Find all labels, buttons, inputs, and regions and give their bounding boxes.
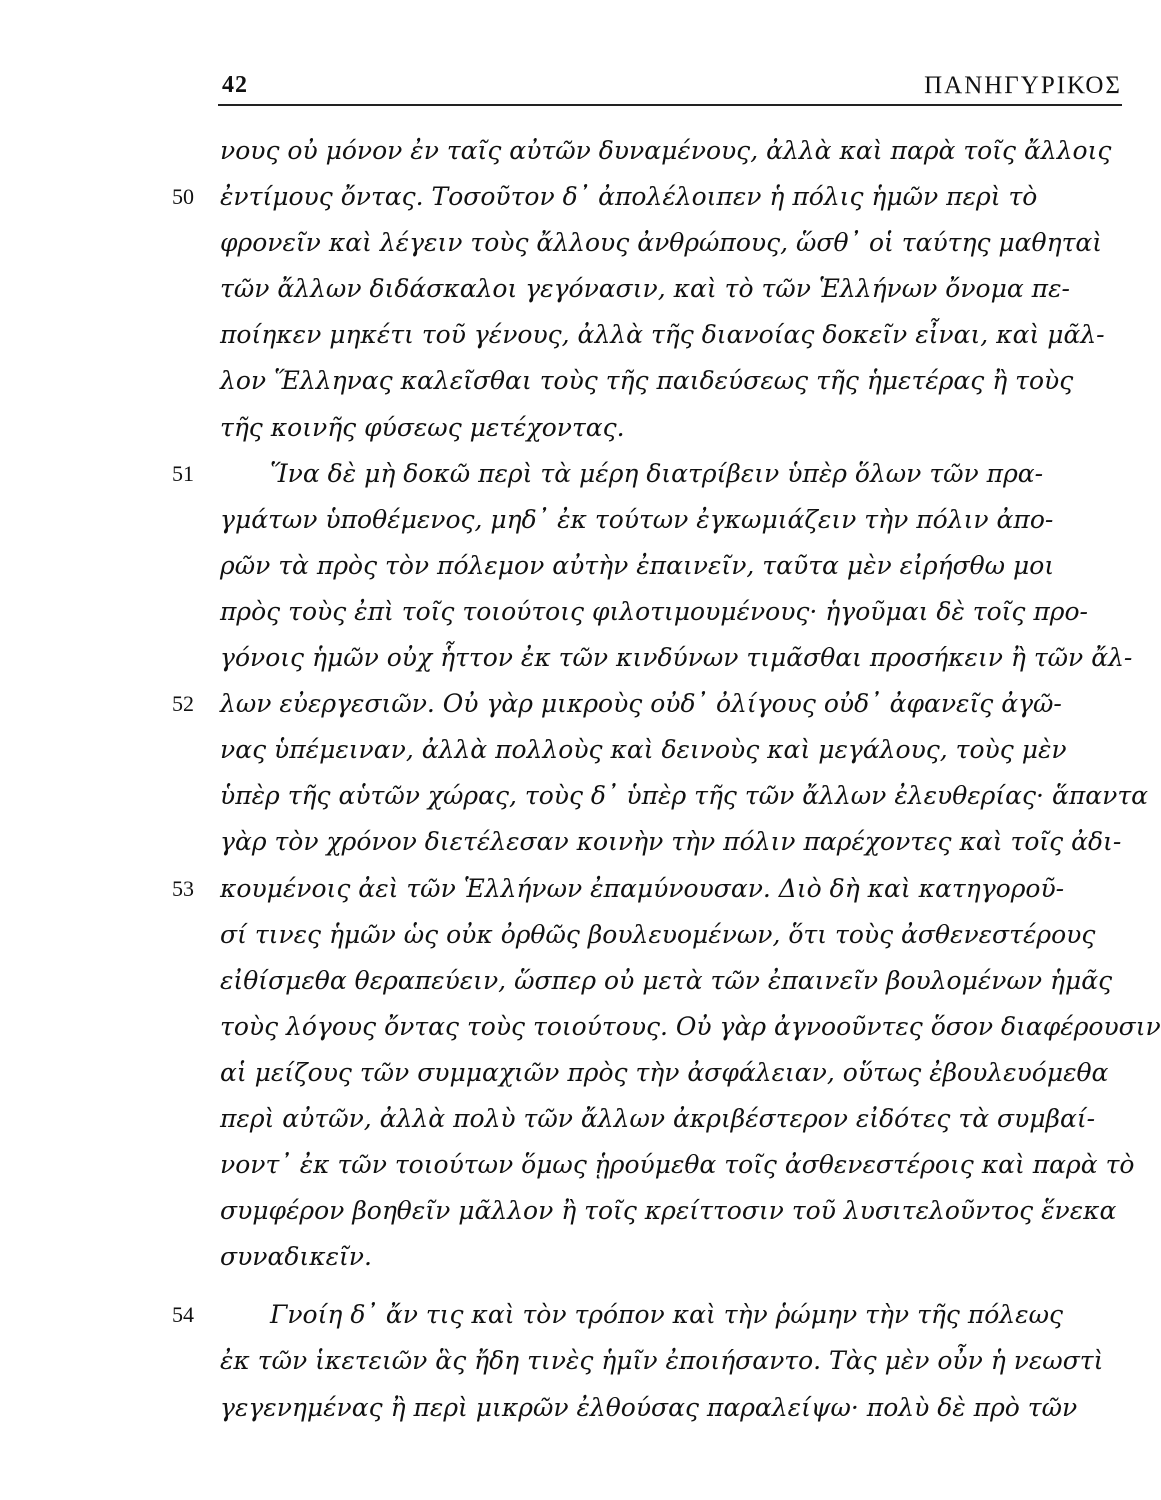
text-line xyxy=(220,1385,1122,1431)
text-line xyxy=(220,1004,1161,1050)
line-text: συμφέρον βοηθεῖν μᾶλλον ἢ τοῖς κρείττοσιν τοῦ λυσιτελοῦντος ἕνεκα xyxy=(220,1196,1117,1226)
text-line xyxy=(220,220,1122,266)
text-line xyxy=(220,1188,1122,1234)
line-text: ποίηκεν μηκέτι τοῦ γένους, ἀλλὰ τῆς διανοίας δοκεῖν εἶναι, καὶ μᾶλ- xyxy=(220,320,1105,350)
line-text: φρονεῖν καὶ λέγειν τοὺς ἄλλους ἀνθρώπους, ὥσθ᾽ οἱ ταύτης μαθηταὶ xyxy=(220,228,1103,258)
text-block xyxy=(172,128,1161,1431)
text-line xyxy=(172,1292,1122,1338)
section-number: 50 xyxy=(172,184,194,210)
text-line xyxy=(172,174,1122,220)
line-text: γεγενημένας ἢ περὶ μικρῶν ἐλθούσας παραλείψω· πολὺ δὲ πρὸ τῶν xyxy=(220,1392,1078,1422)
text-line xyxy=(172,866,1122,912)
line-text: πρὸς τοὺς ἐπὶ τοῖς τοιούτοις φιλοτιμουμένους· ἡγοῦμαι δὲ τοῖς προ- xyxy=(220,596,1089,626)
line-text: τῆς κοινῆς φύσεως μετέχοντας. xyxy=(220,412,625,442)
line-text: νοντ᾽ ἐκ τῶν τοιούτων ὅμως ᾑρούμεθα τοῖς ἀσθενεστέροις καὶ παρὰ τὸ xyxy=(220,1150,1135,1180)
text-line xyxy=(220,497,1122,543)
text-line xyxy=(220,727,1122,773)
text-line xyxy=(220,912,1122,958)
line-text: κουμένοις ἀεὶ τῶν Ἑλλήνων ἐπαμύνουσαν. Διὸ δὴ καὶ κατηγοροῦ- xyxy=(220,873,1065,903)
line-text: γόνοις ἡμῶν οὐχ ἧττον ἐκ τῶν κινδύνων τιμᾶσθαι προσήκειν ἢ τῶν ἄλ- xyxy=(220,643,1133,673)
text-line xyxy=(220,358,1122,404)
line-text: λων εὐεργεσιῶν. Οὐ γὰρ μικροὺς οὐδ᾽ ὀλίγους οὐδ᾽ ἀφανεῖς ἀγῶ- xyxy=(220,689,1062,719)
text-line xyxy=(220,819,1122,865)
text-line xyxy=(220,312,1122,358)
line-text: νας ὑπέμειναν, ἀλλὰ πολλοὺς καὶ δεινοὺς καὶ μεγάλους, τοὺς μὲν xyxy=(220,735,1067,765)
line-text: συναδικεῖν. xyxy=(220,1242,372,1272)
page-number: 42 xyxy=(222,72,248,98)
text-line xyxy=(220,128,1122,174)
line-text: τῶν ἄλλων διδάσκαλοι γεγόνασιν, καὶ τὸ τῶν Ἑλλήνων ὄνομα πε- xyxy=(220,274,1070,304)
line-text: περὶ αὐτῶν, ἀλλὰ πολὺ τῶν ἄλλων ἀκριβέστερον εἰδότες τὰ συμβαί- xyxy=(220,1103,1096,1133)
header-rule xyxy=(218,104,1122,106)
line-text: γμάτων ὑποθέμενος, μηδ᾽ ἐκ τούτων ἐγκωμιάζειν τὴν πόλιν ἀπο- xyxy=(220,504,1054,534)
text-line xyxy=(220,958,1122,1004)
line-text: σί τινες ἡμῶν ὡς οὐκ ὀρθῶς βουλευομένων, ὅτι τοὺς ἀσθενεστέρους xyxy=(220,919,1096,949)
line-text: Γνοίη δ᾽ ἄν τις καὶ τὸν τρόπον καὶ τὴν ῥώμην τὴν τῆς πόλεως xyxy=(270,1300,1063,1330)
line-text: ὑπὲρ τῆς αὑτῶν χώρας, τοὺς δ᾽ ὑπὲρ τῆς τῶν ἄλλων ἐλευθερίας· ἅπαντα xyxy=(220,781,1149,811)
text-line xyxy=(220,1234,1122,1280)
text-line xyxy=(220,1142,1135,1188)
line-text: νους οὐ μόνον ἐν ταῖς αὐτῶν δυναμένους, ἀλλὰ καὶ παρὰ τοῖς ἄλλοις xyxy=(220,136,1112,165)
section-number: 53 xyxy=(172,875,194,901)
text-line xyxy=(220,405,1122,451)
section-number: 51 xyxy=(172,460,194,486)
section-number: 52 xyxy=(172,691,194,717)
line-text: εἰθίσμεθα θεραπεύειν, ὥσπερ οὐ μετὰ τῶν ἐπαινεῖν βουλομένων ἡμᾶς xyxy=(220,965,1113,995)
text-line xyxy=(220,266,1122,312)
text-line xyxy=(220,635,1133,681)
line-text: αἱ μείζους τῶν συμμαχιῶν πρὸς τὴν ἀσφάλειαν, οὕτως ἐβουλευόμεθα xyxy=(220,1057,1109,1087)
text-line xyxy=(220,589,1122,635)
text-line xyxy=(172,681,1122,727)
line-text: τοὺς λόγους ὄντας τοὺς τοιούτους. Οὐ γὰρ ἀγνοοῦντες ὅσον διαφέρουσιν xyxy=(220,1011,1161,1041)
line-text: λον Ἕλληνας καλεῖσθαι τοὺς τῆς παιδεύσεως τῆς ἡμετέρας ἢ τοὺς xyxy=(220,366,1074,396)
text-line xyxy=(220,1050,1122,1096)
text-line xyxy=(220,773,1149,819)
line-text: ἐκ τῶν ἱκετειῶν ἃς ἤδη τινὲς ἡμῖν ἐποιήσαντο. Τὰς μὲν οὖν ἡ νεωστὶ xyxy=(220,1346,1104,1376)
text-line xyxy=(220,543,1122,589)
text-line xyxy=(220,1096,1122,1142)
running-title: ΠΑΝΗΓΥΡΙΚΟΣ xyxy=(924,72,1122,99)
text-line xyxy=(220,1338,1122,1384)
section-number: 54 xyxy=(172,1302,194,1328)
line-text: ἐντίμους ὄντας. Τοσοῦτον δ᾽ ἀπολέλοιπεν ἡ πόλις ἡμῶν περὶ τὸ xyxy=(220,182,1038,212)
text-line xyxy=(172,451,1122,497)
line-text: γὰρ τὸν χρόνον διετέλεσαν κοινὴν τὴν πόλιν παρέχοντες καὶ τοῖς ἀδι- xyxy=(220,827,1122,857)
line-text: Ἵνα δὲ μὴ δοκῶ περὶ τὰ μέρη διατρίβειν ὑπὲρ ὅλων τῶν πρα- xyxy=(270,458,1044,488)
line-text: ρῶν τὰ πρὸς τὸν πόλεμον αὐτὴν ἐπαινεῖν, ταῦτα μὲν εἰρήσθω μοι xyxy=(220,550,1055,580)
